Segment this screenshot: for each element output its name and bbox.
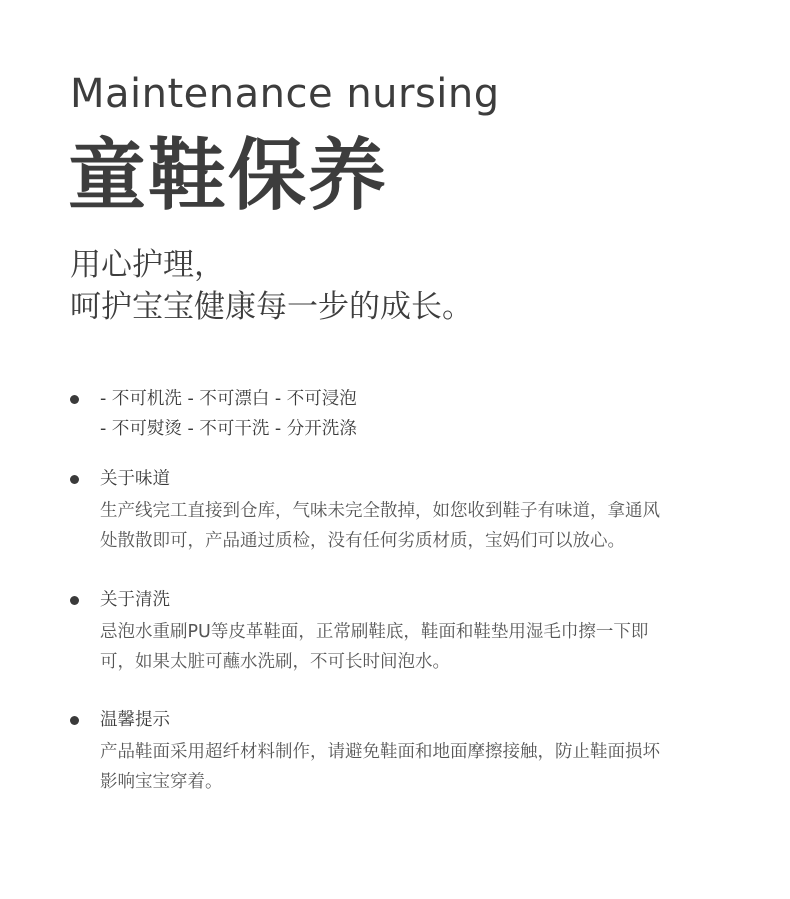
smell-section [70,464,740,564]
care-rules-line-1: - 不可机洗 - 不可漂白 - 不可浸泡 [100,389,357,409]
subtitle-line-2: 呵护宝宝健康每一步的成长。 [70,289,473,325]
section-heading-tips: 温馨提示 [100,710,170,730]
bullet-icon [70,395,79,404]
title-chinese: 童鞋保养 [68,131,389,221]
bullet-icon [70,596,79,605]
bullet-icon [70,716,79,725]
section-heading-cleaning: 关于清洗 [100,590,170,610]
smell-line-1: 生产线完工直接到仓库，气味未完全散掉，如您收到鞋子有味道，拿通风 [100,501,660,521]
cleaning-section [70,585,740,685]
cleaning-line-1: 忌泡水重刷PU等皮革鞋面，正常刷鞋底，鞋面和鞋垫用湿毛巾擦一下即 [100,622,649,642]
tips-line-1: 产品鞋面采用超纤材料制作，请避免鞋面和地面摩擦接触，防止鞋面损坏 [100,742,660,762]
subtitle [70,244,473,328]
title-english: Maintenance nursing [70,71,500,117]
tips-line-2: 影响宝宝穿着。 [100,772,223,792]
subtitle-line-1: 用心护理， [70,247,225,283]
cleaning-line-2: 可，如果太脏可蘸水洗刷，不可长时间泡水。 [100,652,450,672]
tips-section [70,705,740,805]
bullet-icon [70,475,79,484]
section-heading-smell: 关于味道 [100,469,170,489]
smell-line-2: 处散散即可，产品通过质检，没有任何劣质材质，宝妈们可以放心。 [100,531,625,551]
care-rules-section [70,384,740,454]
care-rules-line-2: - 不可熨烫 - 不可干洗 - 分开洗涤 [100,419,357,439]
